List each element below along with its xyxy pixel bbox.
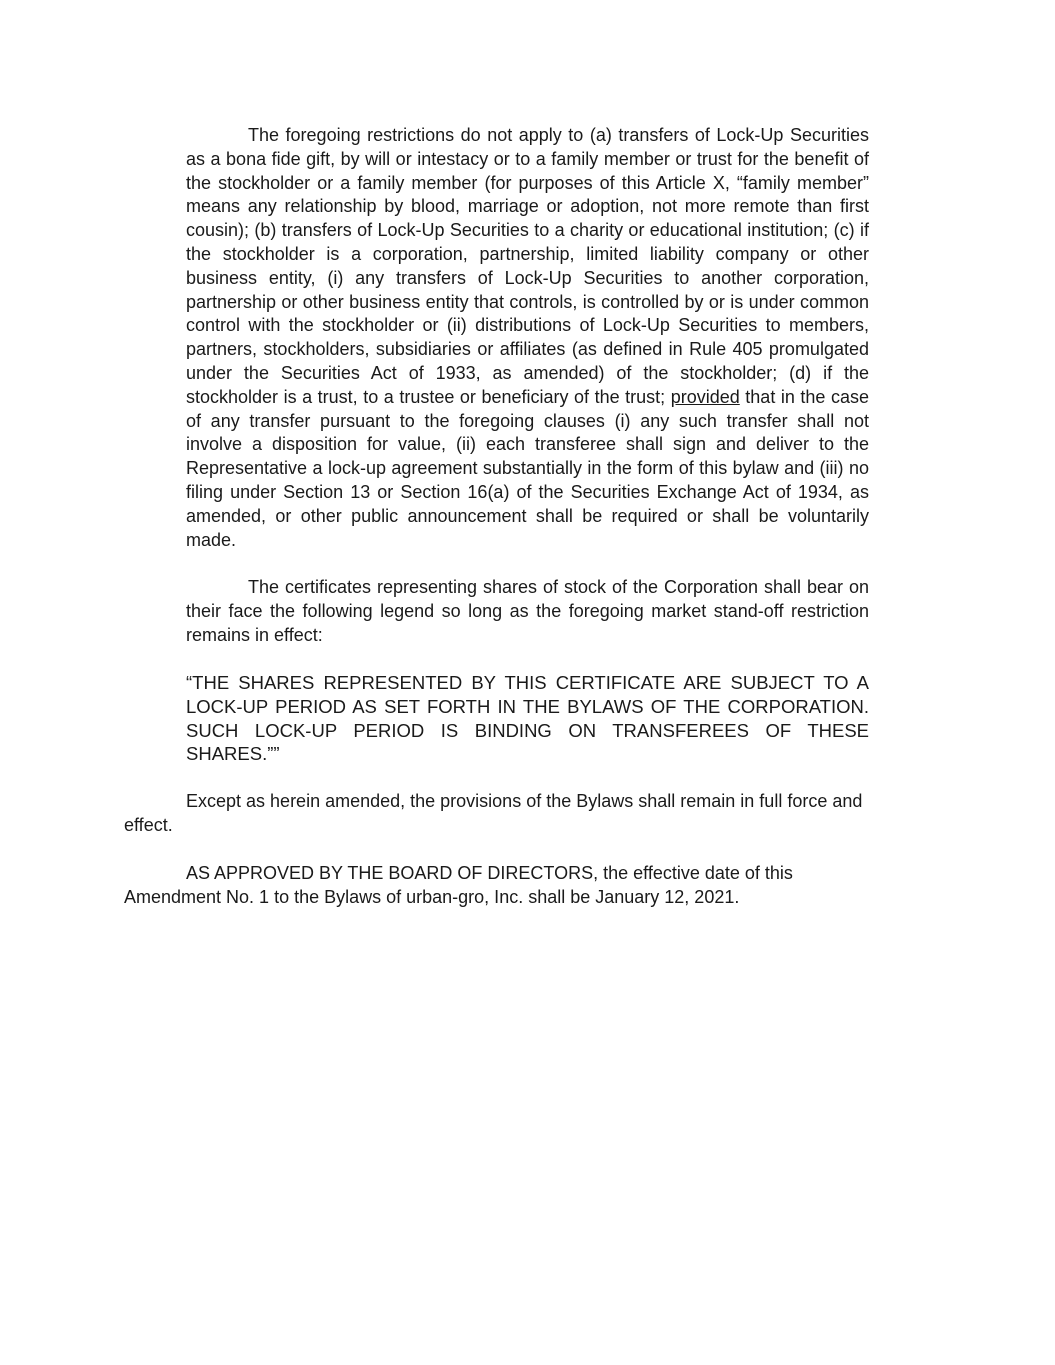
paragraph-transfer-restrictions (186, 124, 869, 552)
paragraph-certificates: The certificates representing shares of stock of the Corporation shall bear on their face the following legend so long as the foregoing market stand-off restriction remains in effect: (186, 577, 869, 645)
provided-underlined-term: provided (670, 386, 740, 407)
paragraph-except-amended: Except as herein amended, the provisions of the Bylaws shall remain in full force and effect. (124, 791, 863, 835)
restrictions-text-end: that in the case of any transfer pursuant to the foregoing clauses (i) any such transfer shall not involve a disposition for value, (ii) each transferee shall sign and deliver to the Representative a lock-up agreement substantially in the form of this bylaw and (iii) no filing under Section 13 or Section 16(a) of the Securities Exchange Act of 1934, as amended, or other public announcement shall be required or shall be voluntarily made. (186, 386, 869, 550)
paragraph-board-approval: AS APPROVED BY THE BOARD OF DIRECTORS, the effective date of this Amendment No. 1 to the Bylaws of urban-gro, Inc. shall be January 12, 2021. (124, 863, 793, 907)
restrictions-text-start: The foregoing restrictions do not apply to (a) transfers of Lock-Up Securities as a bona fide gift, by will or intestacy or to a family member or trust for the benefit of the stockholder or a family member (for purposes of this Article X, “family member” means any relationship by blood, marriage or adoption, not more remote than first cousin); (b) transfers of Lock-Up Securities to a charity or educational institution; (c) if the stockholder is a corporation, partnership, limited liability company or other business entity, (i) any transfers of Lock-Up Securities to another corporation, partnership or other business entity that controls, is controlled by or is under common control with the stockholder or (ii) distributions of Lock-Up Securities to members, partners, stockholders, subsidiaries or affiliates (as defined in Rule 405 promulgated under the Securities Act of 1933, as amended) of the stockholder; (d) if the stockholder is a trust, to a trustee or beneficiary of the trust; (186, 125, 869, 407)
paragraph-legend: “THE SHARES REPRESENTED BY THIS CERTIFICATE ARE SUBJECT TO A LOCK-UP PERIOD AS SET FORTH IN THE BYLAWS OF THE CORPORATION. SUCH LOCK-UP PERIOD IS BINDING ON TRANSFEREES OF THESE SHARES.”” (186, 672, 869, 765)
